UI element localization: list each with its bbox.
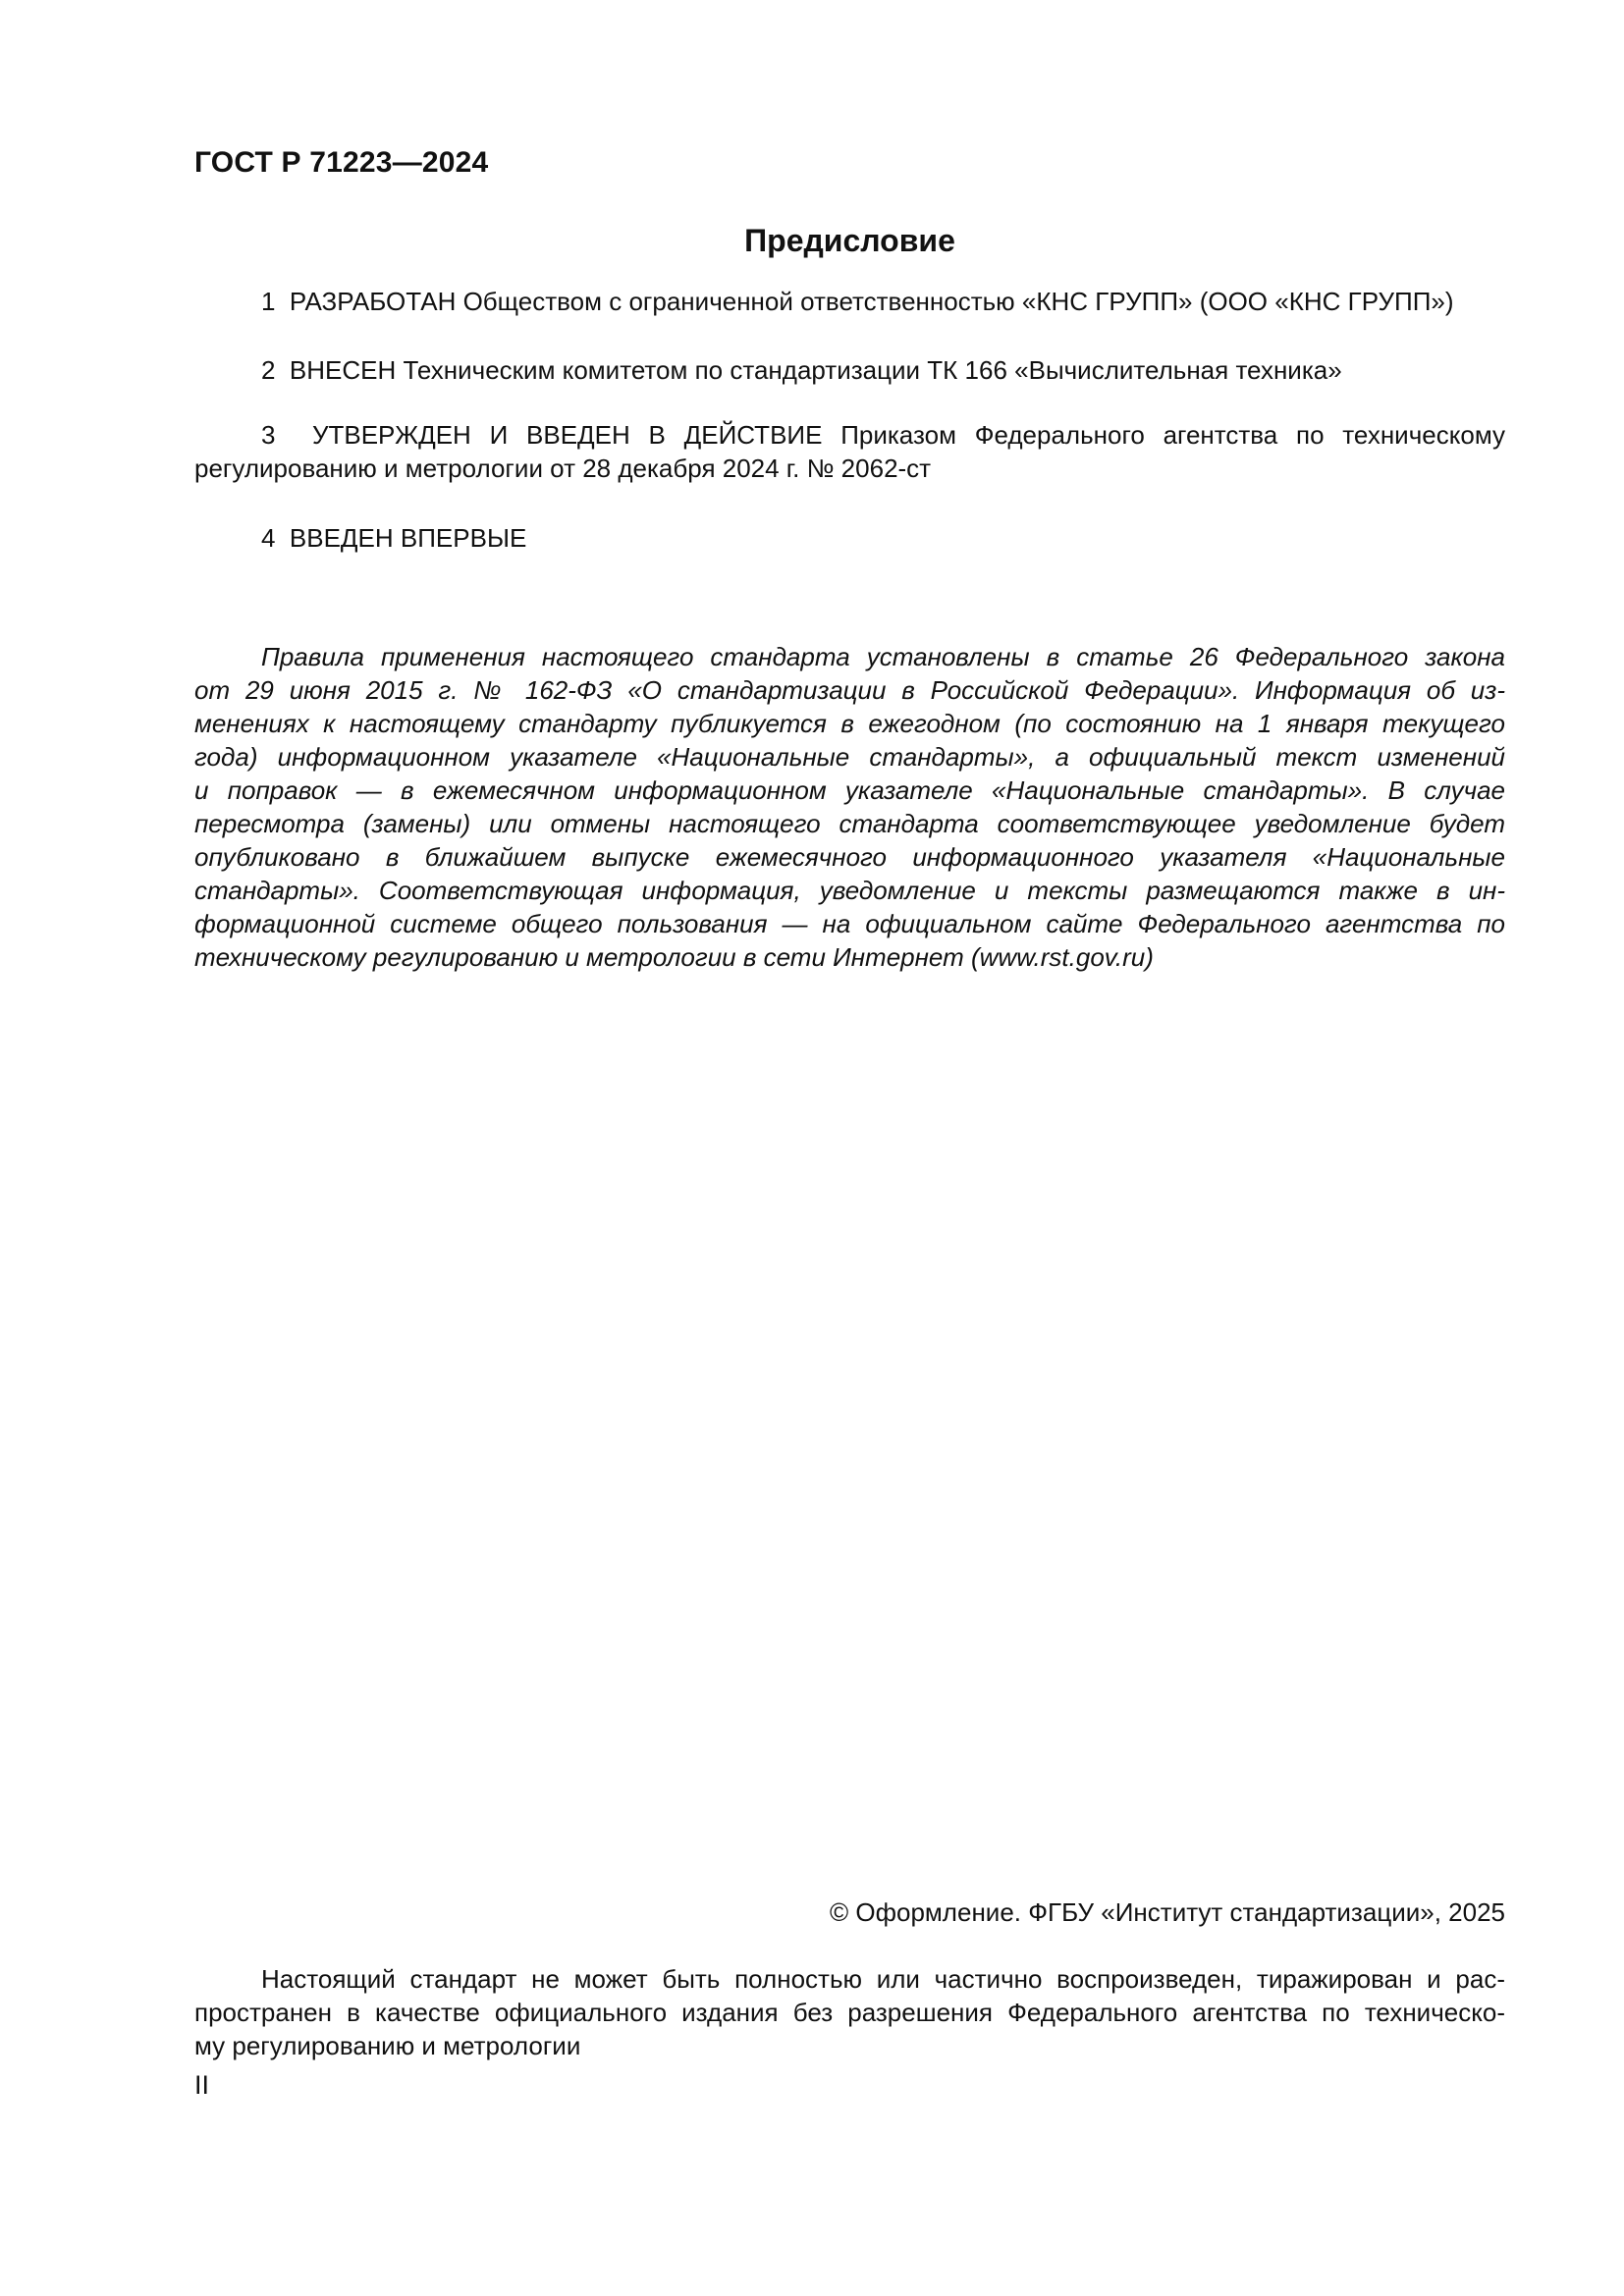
foreword-item-submitted: [194, 353, 1505, 387]
text-line: 3 УТВЕРЖДЕН И ВВЕДЕН В ДЕЙСТВИЕ Приказом Федерального агентства по техническому: [261, 420, 1505, 450]
text-line: 2 ВНЕСЕН Техническим комитетом по стандартизации ТК 166 «Вычислительная техника»: [261, 355, 1342, 385]
text-line: Правила применения настоящего стандарта установлены в статье 26 Федерального закона: [261, 642, 1505, 671]
copyright-line: © Оформление. ФГБУ «Институт стандартизации», 2025: [830, 1897, 1505, 1927]
text-line: от 29 июня 2015 г. № 162-ФЗ «О стандартизации в Российской Федерации». Информация об из-: [194, 675, 1505, 705]
text-line: пересмотра (замены) или отмены настоящего стандарта соответствующее уведомление будет: [194, 809, 1505, 838]
text-line: стандарты». Соответствующая информация, уведомление и тексты размещаются также в ин-: [194, 876, 1505, 905]
text-line: регулированию и метрологии от 28 декабря 2024 г. № 2062-ст: [194, 454, 932, 483]
foreword-item-approved: [194, 418, 1505, 485]
text-line: менениях к настоящему стандарту публикуется в ежегодном (по состоянию на 1 января текущего: [194, 709, 1505, 738]
page-title: Предисловие: [744, 223, 955, 258]
reproduction-notice-paragraph: [194, 1962, 1505, 2062]
text-line: опубликовано в ближайшем выпуске ежемесячного информационного указателя «Национальные: [194, 842, 1505, 872]
text-line: Настоящий стандарт не может быть полностью или частично воспроизведен, тиражирован и рас-: [261, 1964, 1505, 1994]
text-line: му регулированию и метрологии: [194, 2031, 581, 2060]
text-line: пространен в качестве официального издания без разрешения Федерального агентства по техническо-: [194, 1998, 1505, 2027]
text-line: года) информационном указателе «Национальные стандарты», а официальный текст изменений: [194, 742, 1505, 772]
text-line: техническому регулированию и метрологии в сети Интернет (www.rst.gov.ru): [194, 942, 1154, 972]
foreword-item-developed: [194, 285, 1505, 318]
page-number: II: [194, 2070, 210, 2100]
text-line: формационной системе общего пользования — на официальном сайте Федерального агентства по: [194, 909, 1505, 938]
text-line: 4 ВВЕДЕН ВПЕРВЫЕ: [261, 523, 527, 553]
text-line: 1 РАЗРАБОТАН Обществом с ограниченной ответственностью «КНС ГРУПП» (ООО «КНС ГРУПП»): [261, 287, 1454, 316]
foreword-item-introduced: [194, 521, 1505, 555]
text-line: и поправок — в ежемесячном информационном указателе «Национальные стандарты». В случае: [194, 775, 1505, 805]
legal-notice-paragraph: [194, 640, 1505, 974]
doc-code: ГОСТ Р 71223—2024: [194, 146, 489, 179]
